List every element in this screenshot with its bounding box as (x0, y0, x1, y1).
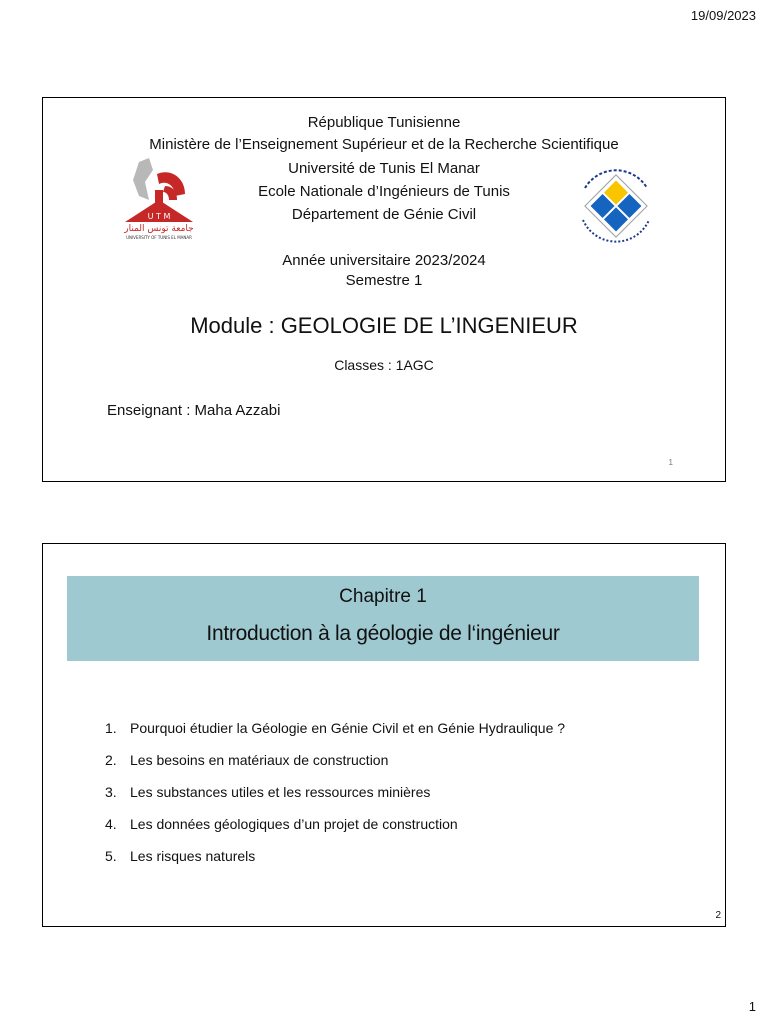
chapter-title: Introduction à la géologie de l‘ingénieur (206, 622, 560, 645)
list-item: 2. Les besoins en matériaux de construction (105, 752, 389, 768)
teacher: Enseignant : Maha Azzabi (107, 402, 281, 419)
classes: Classes : 1AGC (334, 357, 434, 373)
slide-number: 2 (715, 910, 721, 921)
semester: Semestre 1 (345, 272, 423, 289)
list-item: 1. Pourquoi étudier la Géologie en Génie Civil et en Génie Hydraulique ? (105, 720, 566, 736)
module-title: Module : GEOLOGIE DE L’INGENIEUR (190, 313, 578, 338)
school-line: Ecole Nationale d’Ingénieurs de Tunis (258, 183, 510, 200)
department-line: Département de Génie Civil (291, 206, 477, 223)
table-of-contents (105, 720, 565, 880)
academic-year: Année universitaire 2023/2024 (282, 252, 486, 269)
svg-text:UNIVERSITY OF TUNIS EL MANAR: UNIVERSITY OF TUNIS EL MANAR (126, 235, 192, 240)
utm-logo (119, 156, 199, 242)
list-item: 5. Les risques naturels (105, 848, 256, 864)
university-line: Université de Tunis El Manar (288, 160, 480, 177)
slide-number: 1 (668, 458, 673, 467)
svg-text:جامعة تونس المنار: جامعة تونس المنار (124, 224, 194, 234)
enit-logo (573, 158, 659, 248)
title-slide (42, 97, 726, 482)
country-line: République Tunisienne (307, 114, 461, 131)
print-date: 19/09/2023 (690, 8, 756, 23)
list-item: 4. Les données géologiques d’un projet de construction (105, 816, 458, 832)
chapter-slide (42, 543, 726, 927)
list-item: 3. Les substances utiles et les ressources minières (105, 784, 431, 800)
svg-text:U T M: U T M (147, 212, 171, 221)
chapter-label: Chapitre 1 (339, 586, 427, 607)
page-number: 1 (748, 999, 756, 1014)
chapter-banner (67, 576, 699, 661)
ministry-line: Ministère de l’Enseignement Supérieur et de la Recherche Scientifique (149, 136, 619, 153)
